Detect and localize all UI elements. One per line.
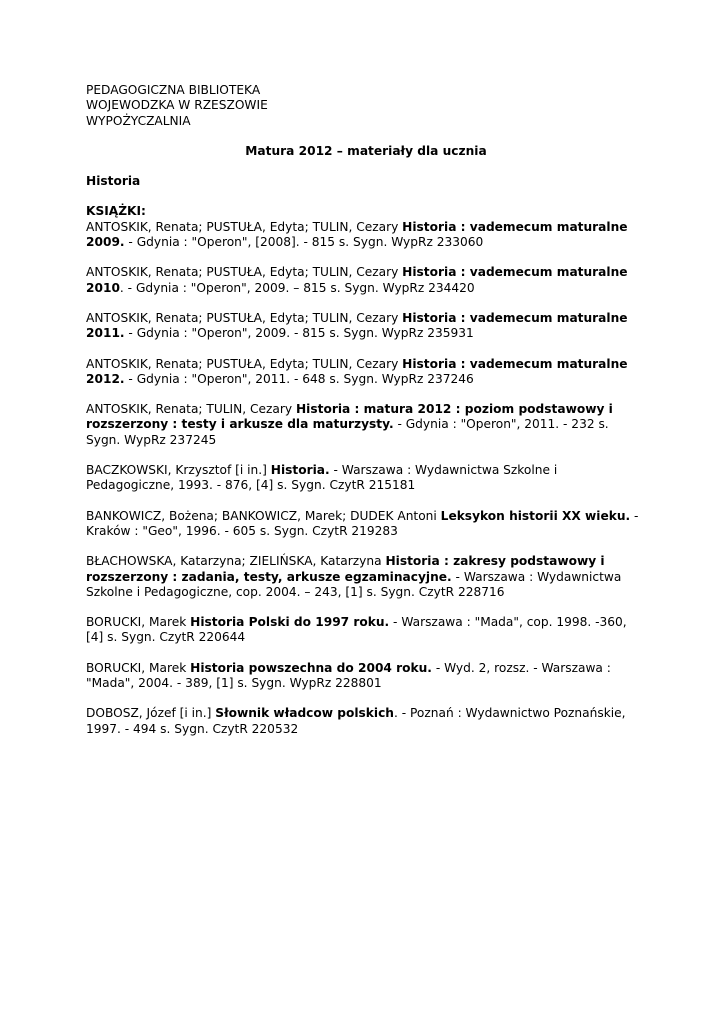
entry-signature: Sygn. WypRz 228801 (251, 676, 382, 691)
entry-authors: ANTOSKIK, Renata; PUSTUŁA, Edyta; TULIN, Cezary (86, 356, 399, 371)
entry-authors: DOBOSZ, Józef [i in.] (86, 706, 212, 721)
header-line-3: WYPOŻYCZALNIA (86, 113, 191, 128)
header-line-2: WOJEWODZKA W RZESZOWIE (86, 98, 268, 113)
entry-details: - Warszawa : Wydawnictwa Szkolne i Pedagogiczne, cop. 2004. – 243, [1] s. (86, 569, 622, 599)
entry-title: Słownik władcow polskich (215, 706, 394, 721)
entry-title: Historia : vademecum maturalne 2010 (86, 265, 628, 295)
entry-details: - Gdynia : "Operon", 2011. - 648 s. (124, 371, 340, 386)
entry-signature: Sygn. CzytR 220532 (174, 721, 299, 736)
entry-title: Leksykon historii XX wieku. (440, 508, 631, 523)
bibliography-entry (86, 509, 646, 540)
entry-title: Historia : zakresy podstawowy i rozszerzony : zadania, testy, arkusze egzaminacyjne. (86, 554, 605, 584)
entry-signature: Sygn. WypRz 233060 (353, 235, 484, 250)
bibliography-entry (86, 661, 646, 692)
entry-authors: BANKOWICZ, Bożena; BANKOWICZ, Marek; DUDEK Antoni (86, 508, 437, 523)
document-title: Matura 2012 – materiały dla ucznia (245, 143, 487, 158)
bibliography-entry (86, 311, 646, 342)
subject-heading: Historia (86, 174, 141, 189)
header-line-1: PEDAGOGICZNA BIBLIOTEKA (86, 83, 261, 97)
entry-signature: Sygn. CzytR 219283 (274, 523, 398, 538)
entry-details: - Gdynia : "Operon", [2008]. - 815 s. (124, 235, 350, 250)
entry-details: - Kraków : "Geo", 1996. - 605 s. (86, 508, 639, 538)
entry-title: Historia powszechna do 2004 roku. (190, 660, 432, 675)
entry-details: - Gdynia : "Operon", 2011. - 232 s. (393, 417, 609, 432)
entry-authors: ANTOSKIK, Renata; PUSTUŁA, Edyta; TULIN, Cezary (86, 310, 399, 325)
entry-signature: Sygn. CzytR 228716 (380, 584, 505, 599)
entry-title: Historia : vademecum maturalne 2009. (86, 219, 628, 250)
books-section-heading: KSIĄŻKI: (86, 204, 146, 219)
entry-authors: BACZKOWSKI, Krzysztof [i in.] (86, 463, 267, 478)
bibliography-list (86, 220, 646, 737)
entry-details: . - Poznań : Wydawnictwo Poznańskie, 1997. - 494 s. (86, 706, 626, 736)
entry-signature: Sygn. CzytR 215181 (291, 478, 416, 493)
entry-details: - Wyd. 2, rozsz. - Warszawa : "Mada", 2004. - 389, [1] s. (86, 660, 611, 691)
entry-signature: Sygn. WypRz 237245 (86, 432, 217, 447)
bibliography-entry (86, 706, 646, 737)
entry-authors: BORUCKI, Marek (86, 660, 187, 675)
entry-authors: ANTOSKIK, Renata; PUSTUŁA, Edyta; TULIN, Cezary (86, 219, 399, 234)
entry-details: - Warszawa : "Mada", cop. 1998. -360, [4] s. (86, 615, 627, 645)
entry-title: Historia Polski do 1997 roku. (190, 615, 390, 630)
document-page (86, 83, 646, 752)
entry-title: Historia : matura 2012 : poziom podstawowy i rozszerzony : testy i arkusze dla maturzysty. (86, 402, 613, 432)
bibliography-entry (86, 554, 646, 600)
entry-authors: BORUCKI, Marek (86, 615, 187, 630)
entry-signature: Sygn. CzytR 220644 (121, 630, 246, 645)
bibliography-entry (86, 220, 646, 251)
entry-title: Historia : vademecum maturalne 2012. (86, 356, 628, 386)
library-header (86, 83, 646, 129)
entry-title: Historia : vademecum maturalne 2011. (86, 310, 628, 341)
entry-authors: ANTOSKIK, Renata; TULIN, Cezary (86, 402, 293, 417)
entry-signature: Sygn. WypRz 237246 (343, 371, 474, 386)
entry-title: Historia. (270, 463, 330, 478)
bibliography-entry (86, 463, 646, 494)
bibliography-entry (86, 265, 646, 296)
bibliography-entry (86, 402, 646, 448)
bibliography-entry (86, 357, 646, 388)
bibliography-entry (86, 615, 646, 646)
entry-signature: Sygn. WypRz 235931 (343, 326, 474, 341)
entry-authors: BŁACHOWSKA, Katarzyna; ZIELIŃSKA, Katarzyna (86, 554, 382, 569)
entry-details: - Gdynia : "Operon", 2009. - 815 s. (124, 326, 340, 341)
entry-details: . - Gdynia : "Operon", 2009. – 815 s. (119, 280, 341, 295)
entry-authors: ANTOSKIK, Renata; PUSTUŁA, Edyta; TULIN, Cezary (86, 265, 399, 280)
entry-details: - Warszawa : Wydawnictwa Szkolne i Pedagogiczne, 1993. - 876, [4] s. (86, 463, 558, 493)
entry-signature: Sygn. WypRz 234420 (344, 280, 475, 295)
